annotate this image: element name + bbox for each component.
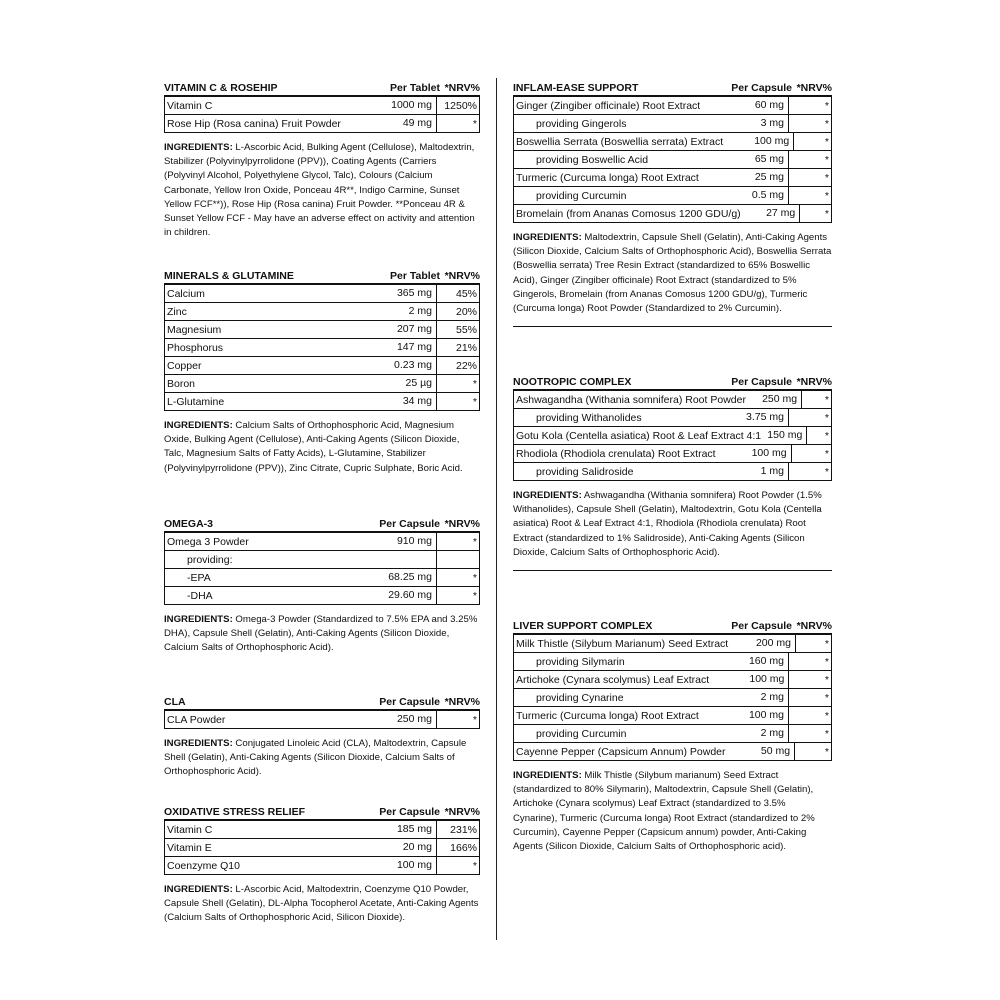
nrv-value: *: [824, 709, 829, 722]
per-label: Per Capsule: [731, 620, 792, 632]
amount: 60 mg: [708, 97, 789, 114]
nutrient-name: Vitamin C: [167, 823, 213, 836]
nrv-value: 166%: [450, 841, 477, 854]
amount: 0.23 mg: [356, 357, 437, 374]
nutrient-name: Cayenne Pepper (Capsicum Annum) Powder: [516, 745, 726, 758]
table-row: [514, 743, 831, 761]
table-row: [165, 839, 479, 857]
panel-title: VITAMIN C & ROSEHIP: [164, 82, 278, 94]
nutrient-table: [164, 711, 480, 729]
panel-header: [164, 266, 480, 285]
nrv-label: *NRV%: [444, 518, 480, 530]
nutrient-name: -EPA: [187, 571, 211, 584]
amount: 100 mg: [708, 707, 789, 724]
nrv-value: *: [824, 655, 829, 668]
nrv-value: 55%: [455, 323, 477, 336]
nrv-label: *NRV%: [796, 376, 832, 388]
panel-oxidative-stress-relief: [164, 802, 480, 926]
ingredients-label: INGREDIENTS:: [513, 770, 582, 781]
amount: 160 mg: [708, 653, 789, 670]
nrv-value: 20%: [455, 305, 477, 318]
nrv-value: *: [824, 745, 829, 758]
table-row: [514, 97, 831, 115]
table-row: [514, 445, 831, 463]
nutrient-name: Phosphorus: [167, 341, 224, 354]
ingredients-text: [164, 737, 480, 780]
table-row: [514, 169, 831, 187]
table-row: [514, 653, 831, 671]
nrv-value: *: [472, 117, 477, 130]
nrv-label: *NRV%: [444, 270, 480, 282]
amount: 3.75 mg: [708, 409, 789, 426]
nutrient-table: [164, 285, 480, 411]
per-label: Per Capsule: [379, 518, 440, 530]
panel-title: INFLAM-EASE SUPPORT: [513, 82, 639, 94]
ingredients-text: [164, 883, 480, 926]
panel-title: CLA: [164, 696, 186, 708]
nrv-value: *: [472, 395, 477, 408]
amount: 2 mg: [708, 725, 789, 742]
table-row: [514, 725, 831, 743]
per-label: Per Capsule: [379, 696, 440, 708]
ingredients-text: [164, 419, 480, 476]
table-row: [514, 707, 831, 725]
panel-header: [513, 78, 832, 97]
table-row: [514, 689, 831, 707]
nutrient-name: Boswellia Serrata (Boswellia serrata) Extract: [516, 135, 724, 148]
ingredients-body: Ashwagandha (Withania somnifera) Root Powder (1.5% Withanolides), Capsule Shell (Gelatin), Maltodextrin, Gotu Kola (Centella asiatica) Root & Leaf Extract 4:1, Rhodiola (Rhodiola crenulata) Root Extract (standardized to 1% Salidroside), Anti-Caking Agents (Silicon Dioxide, Calcium Salts of Orthophosphoric Acid).: [513, 490, 822, 558]
amount: 1 mg: [708, 463, 789, 480]
amount: 0.5 mg: [708, 187, 789, 204]
amount: 34 mg: [356, 393, 437, 410]
nutrient-table: [164, 97, 480, 133]
nutrient-name: providing Cynarine: [536, 691, 624, 704]
amount: 20 mg: [356, 839, 437, 856]
nutrient-name: Vitamin C: [167, 99, 213, 112]
nrv-value: 45%: [455, 287, 477, 300]
amount: 150 mg: [761, 427, 807, 444]
nutrient-name: Ashwagandha (Withania somnifera) Root Powder: [516, 393, 746, 406]
panel-header: [164, 692, 480, 711]
amount: 100 mg: [709, 671, 789, 688]
nutrient-name: Zinc: [167, 305, 187, 318]
nutrient-name: Rhodiola (Rhodiola crenulata) Root Extract: [516, 447, 716, 460]
nutrient-name: Omega 3 Powder: [167, 535, 249, 548]
amount: 100 mg: [723, 133, 794, 150]
amount: 185 mg: [356, 821, 437, 838]
amount: 207 mg: [356, 321, 437, 338]
table-row: [514, 409, 831, 427]
nutrient-table: [164, 821, 480, 875]
nrv-value: *: [824, 411, 829, 424]
nrv-value: *: [824, 153, 829, 166]
panel-cla: [164, 692, 480, 780]
nutrient-name: Gotu Kola (Centella asiatica) Root & Leaf Extract 4:1: [516, 429, 762, 442]
nutrient-name: Ginger (Zingiber officinale) Root Extract: [516, 99, 701, 112]
nutrient-name: providing Curcumin: [536, 189, 627, 202]
panel-title: LIVER SUPPORT COMPLEX: [513, 620, 653, 632]
nrv-value: *: [824, 99, 829, 112]
amount: 25 mg: [708, 169, 789, 186]
amount: 2 mg: [708, 689, 789, 706]
nrv-value: *: [824, 465, 829, 478]
ingredients-text: [513, 231, 832, 316]
ingredients-body: Conjugated Linoleic Acid (CLA), Maltodextrin, Capsule Shell (Gelatin), Anti-Caking Agents (Silicon Dioxide, Calcium Salts of Orthophosphoric Acid).: [164, 738, 467, 778]
nutrient-table: [513, 391, 832, 481]
per-label: Per Capsule: [731, 82, 792, 94]
nrv-value: 21%: [455, 341, 477, 354]
nrv-value: *: [824, 691, 829, 704]
ingredients-body: Maltodextrin, Capsule Shell (Gelatin), Anti-Caking Agents (Silicon Dioxide, Calcium Salts of Orthophosphoric Acid), Boswellia Serrata (Boswellia serrata) Tree Resin Extract (standardized to 65% Boswellic Acid), Ginger (Zingiber officinale) Root Extract (standardized to 5% Gingerols, Bromelain (from Ananas Comosus 1200 GDU/g), Turmeric (Curcuma longa) Root Powder (Standardized to 2% Curcumin).: [513, 232, 832, 315]
nrv-label: *NRV%: [796, 620, 832, 632]
amount: 25 µg: [356, 375, 437, 392]
table-row: [514, 427, 831, 445]
ingredients-text: [513, 489, 832, 560]
nutrient-name: Calcium: [167, 287, 205, 300]
amount: 250 mg: [356, 711, 437, 728]
ingredients-label: INGREDIENTS:: [164, 614, 233, 625]
table-row: [514, 115, 831, 133]
per-label: Per Capsule: [731, 376, 792, 388]
amount: 250 mg: [746, 391, 802, 408]
nrv-value: 1250%: [444, 99, 477, 112]
amount: [356, 551, 437, 568]
table-row: [165, 821, 479, 839]
nutrient-table: [164, 533, 480, 605]
amount: 68.25 mg: [356, 569, 437, 586]
panel-header: [513, 372, 832, 391]
nrv-value: 231%: [450, 823, 477, 836]
amount: 100 mg: [356, 857, 437, 874]
table-row: [165, 533, 479, 551]
panel-header: [164, 802, 480, 821]
nrv-value: *: [472, 589, 477, 602]
panel-liver-support-complex: [513, 616, 832, 854]
amount: 49 mg: [356, 115, 437, 132]
nrv-label: *NRV%: [444, 696, 480, 708]
panel-minerals-glutamine: [164, 266, 480, 476]
nrv-value: 22%: [455, 359, 477, 372]
nutrient-name: providing Curcumin: [536, 727, 627, 740]
table-row: [165, 303, 479, 321]
nrv-label: *NRV%: [796, 82, 832, 94]
ingredients-body: L-Ascorbic Acid, Bulking Agent (Cellulose), Maltodextrin, Stabilizer (Polyvinylpyrrolidone (PPV)), Coating Agents (Carriers (Polyvinyl Alcohol, Polyethylene Glycol, Talc), Colours (Calcium Carbonate, Yellow Iron Oxide, Ponceau 4R**, Indigo Carmine, Sunset Yellow FCF**)), Rose Hip (Rosa canina) Fruit Powder. **Ponceau 4R & Sunset Yellow FCF - May have an adverse effect on activity and attention in children.: [164, 142, 475, 239]
section-rule: [513, 570, 832, 571]
amount: 1000 mg: [356, 97, 437, 114]
panel-header: [164, 514, 480, 533]
amount: 365 mg: [356, 285, 437, 302]
ingredients-label: INGREDIENTS:: [164, 142, 233, 153]
amount: 3 mg: [708, 115, 789, 132]
ingredients-text: [164, 141, 480, 240]
amount: 147 mg: [356, 339, 437, 356]
table-row: [514, 463, 831, 481]
nutrient-name: Boron: [167, 377, 196, 390]
table-row: [165, 569, 479, 587]
ingredients-text: [164, 613, 480, 656]
column-divider: [496, 78, 497, 940]
nrv-value: *: [824, 447, 829, 460]
table-row: [165, 375, 479, 393]
table-row: [514, 151, 831, 169]
per-label: Per Capsule: [379, 806, 440, 818]
panel-header: [164, 78, 480, 97]
nutrient-name: L-Glutamine: [167, 395, 225, 408]
nrv-value: *: [824, 117, 829, 130]
amount: 100 mg: [716, 445, 792, 462]
nutrient-name: providing:: [187, 553, 233, 566]
nutrient-name: providing Salidroside: [536, 465, 634, 478]
nrv-value: *: [824, 727, 829, 740]
nrv-value: *: [824, 393, 829, 406]
per-label: Per Tablet: [390, 82, 440, 94]
nrv-value: *: [824, 429, 829, 442]
nutrient-name: Milk Thistle (Silybum Marianum) Seed Extract: [516, 637, 729, 650]
amount: 50 mg: [726, 743, 796, 760]
amount: 29.60 mg: [356, 587, 437, 604]
nrv-value: *: [472, 713, 477, 726]
nrv-value: *: [472, 377, 477, 390]
nrv-value: *: [824, 189, 829, 202]
nutrient-table: [513, 635, 832, 761]
nutrient-name: Vitamin E: [167, 841, 212, 854]
ingredients-text: [513, 769, 832, 854]
ingredients-label: INGREDIENTS:: [164, 738, 233, 749]
panel-nootropic-complex: [513, 372, 832, 571]
nrv-value: *: [472, 571, 477, 584]
ingredients-label: INGREDIENTS:: [513, 490, 582, 501]
table-row: [514, 671, 831, 689]
nutrient-name: -DHA: [187, 589, 213, 602]
nutrient-name: Artichoke (Cynara scolymus) Leaf Extract: [516, 673, 710, 686]
panel-title: OMEGA-3: [164, 518, 214, 530]
panel-title: MINERALS & GLUTAMINE: [164, 270, 294, 282]
table-row: [165, 285, 479, 303]
amount: 27 mg: [741, 205, 801, 222]
nrv-value: *: [824, 135, 829, 148]
table-row: [514, 205, 831, 223]
nrv-label: *NRV%: [444, 82, 480, 94]
ingredients-body: L-Ascorbic Acid, Maltodextrin, Coenzyme Q10 Powder, Capsule Shell (Gelatin), DL-Alpha Tocopherol Acetate, Anti-Caking Agents (Calcium Salts of Orthophosphoric Acid, Silicon Dioxide).: [164, 884, 479, 924]
table-row: [165, 587, 479, 605]
amount: 910 mg: [356, 533, 437, 550]
nutrient-name: providing Silymarin: [536, 655, 625, 668]
table-row: [165, 393, 479, 411]
nutrient-name: providing Gingerols: [536, 117, 627, 130]
nutrient-name: Turmeric (Curcuma longa) Root Extract: [516, 709, 699, 722]
section-rule: [513, 326, 832, 327]
table-row: [165, 551, 479, 569]
panel-header: [513, 616, 832, 635]
nutrient-name: CLA Powder: [167, 713, 226, 726]
panel-inflam-ease-support: [513, 78, 832, 327]
ingredients-label: INGREDIENTS:: [164, 884, 233, 895]
table-row: [514, 635, 831, 653]
nrv-value: *: [824, 171, 829, 184]
ingredients-body: Milk Thistle (Silybum marianum) Seed Extract (standardized to 80% Silymarin), Maltodextrin, Capsule Shell (Gelatin), Artichoke (Cynara scolymus) Leaf Extract (standardized to 3.5% Cynarine), Turmeric (Curcuma longa) Root Extract (standardized to 2% Curcumin), Cayenne Pepper (Capsicum annum) powder, Anti-Caking Agents (Silicon Dioxide, Calcium Salts of Orthophosphoric acid).: [513, 770, 815, 853]
nrv-value: *: [824, 637, 829, 650]
panel-omega-3: [164, 514, 480, 656]
nutrient-name: Bromelain (from Ananas Comosus 1200 GDU/g): [516, 207, 741, 220]
nutrient-name: Magnesium: [167, 323, 222, 336]
nutrient-name: Copper: [167, 359, 202, 372]
amount: 65 mg: [708, 151, 789, 168]
nrv-value: *: [824, 207, 829, 220]
table-row: [165, 711, 479, 729]
table-row: [514, 133, 831, 151]
ingredients-label: INGREDIENTS:: [164, 420, 233, 431]
amount: 200 mg: [728, 635, 796, 652]
nutrient-name: Turmeric (Curcuma longa) Root Extract: [516, 171, 699, 184]
panel-title: OXIDATIVE STRESS RELIEF: [164, 806, 305, 818]
ingredients-body: Omega-3 Powder (Standardized to 7.5% EPA and 3.25% DHA), Capsule Shell (Gelatin), Anti-Caking Agents (Silicon Dioxide, Calcium Salts of Orthophosphoric Acid).: [164, 614, 478, 654]
table-row: [165, 97, 479, 115]
nutrient-name: providing Withanolides: [536, 411, 642, 424]
ingredients-label: INGREDIENTS:: [513, 232, 582, 243]
table-row: [165, 357, 479, 375]
panel-vitamin-c-rosehip: [164, 78, 480, 240]
nutrient-name: Rose Hip (Rosa canina) Fruit Powder: [167, 117, 341, 130]
panel-title: NOOTROPIC COMPLEX: [513, 376, 632, 388]
nrv-label: *NRV%: [444, 806, 480, 818]
nutrient-name: Coenzyme Q10: [167, 859, 240, 872]
nrv-value: *: [472, 535, 477, 548]
nrv-value: *: [824, 673, 829, 686]
table-row: [165, 115, 479, 133]
amount: 2 mg: [356, 303, 437, 320]
table-row: [165, 339, 479, 357]
per-label: Per Tablet: [390, 270, 440, 282]
table-row: [165, 857, 479, 875]
ingredients-body: Calcium Salts of Orthophosphoric Acid, Magnesium Oxide, Bulking Agent (Cellulose), Anti-Caking Agents (Silicon Dioxide, Talc, Magnesium Salts of Fatty Acids), L-Glutamine, Stabilizer (Polyvinylpyrrolidone (PPV)), Zinc Citrate, Cupric Sulphate, Boric Acid.: [164, 420, 463, 474]
table-row: [165, 321, 479, 339]
table-row: [514, 187, 831, 205]
nutrient-name: providing Boswellic Acid: [536, 153, 649, 166]
nutrient-table: [513, 97, 832, 223]
table-row: [514, 391, 831, 409]
nrv-value: *: [472, 859, 477, 872]
